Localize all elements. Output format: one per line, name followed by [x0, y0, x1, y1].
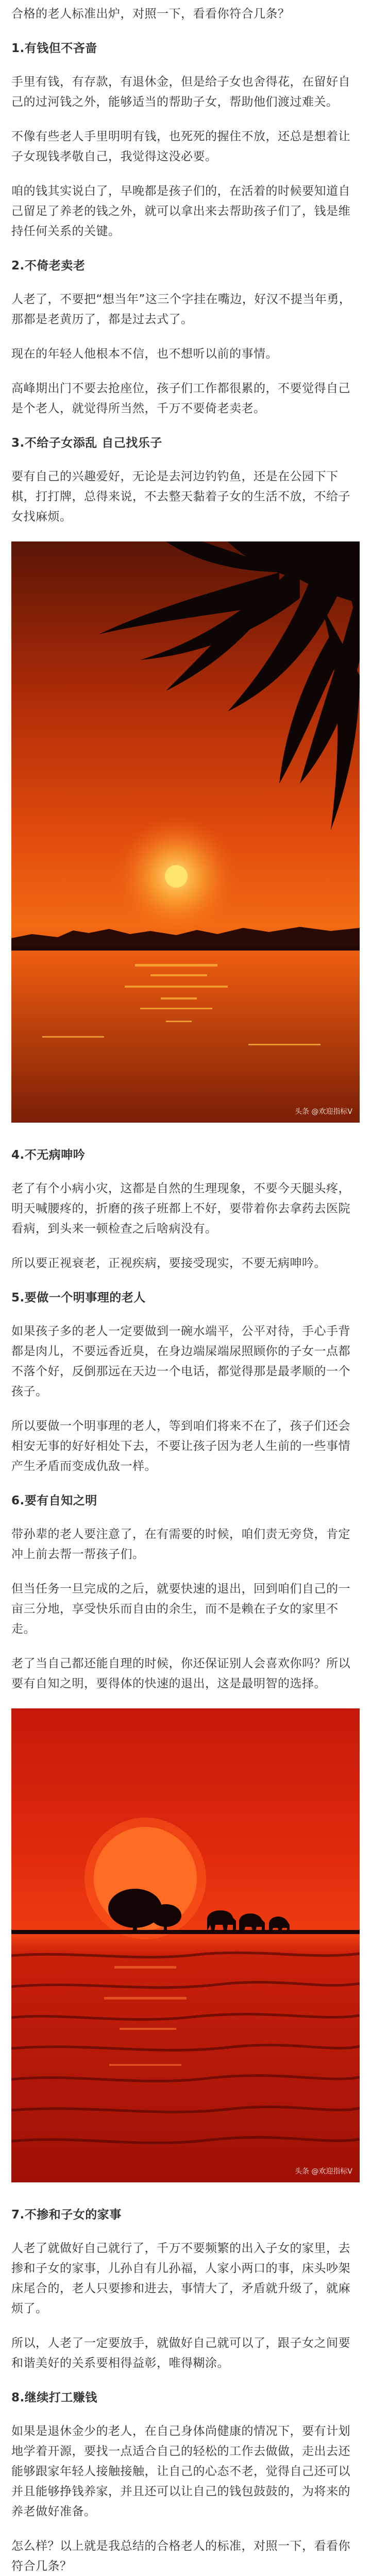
section-heading-5: 5.要做一个明事理的老人: [11, 1291, 146, 1304]
section-heading-7: 7.不掺和子女的家事: [11, 2208, 122, 2222]
section-heading-1: 1.有钱但不吝啬: [11, 42, 97, 55]
sunset-palm-photo: [11, 541, 360, 1123]
section-heading-6: 6.要有自知之明: [11, 1494, 97, 1507]
paragraph: 老了当自己都还能自理的时候，你还保证别人会喜欢你吗？所以要有自知之明，要得体的快速的退出，这是最明智的选择。: [11, 1657, 350, 1690]
paragraph: 所以，人老了一定要放手，就做好自己就可以了，跟子女之间要和谐美好的关系要相得益彰，唯得糊涂。: [11, 2336, 350, 2370]
paragraph: 现在的年轻人他根本不信，也不想听以前的事情。: [11, 347, 278, 361]
article-body: [0, 0, 371, 527]
paragraph: 如果是退休金少的老人，在自己身体尚健康的情况下，要有计划地学着开源，要找一点适合自己的轻松的工作去做做，走出去还能够跟家年轻人接触接触，让自己的心态不老，觉得自己还可以并且能够挣钱养家，并且还可以让自己的钱包鼓鼓的，为将来的养老做好准备。: [11, 2425, 350, 2518]
article-body-3: [0, 2205, 371, 2576]
paragraph: 咱的钱其实说白了，早晚都是孩子们的，在活着的时候要知道自己留足了养老的钱之外，就可以拿出来去帮助孩子们了，钱是维持任何关系的关键。: [11, 184, 350, 238]
section-heading-8: 8.继续打工赚钱: [11, 2391, 97, 2404]
paragraph: 带孙辈的老人要注意了，在有需要的时候，咱们责无旁贷，肯定冲上前去帮一帮孩子们。: [11, 1528, 350, 1561]
paragraph: 老了有个小病小灾，这都是自然的生理现象，不要今天腿头疼，明天喊腰疼的，折磨的孩子班都上不好，要带着你去拿药去医院看病，到头来一顿检查之后啥病没有。: [11, 1182, 350, 1235]
image-watermark: 头条 @欢迎指标V: [294, 1108, 352, 1116]
paragraph: 高峰期出门不要去抢座位，孩子们工作都很累的，不要觉得自己是个老人，就觉得所当然，千万不要倚老卖老。: [11, 382, 350, 415]
section-heading-3: 3.不给子女添乱 自己找乐子: [11, 436, 162, 450]
section-heading-2: 2.不倚老卖老: [11, 259, 86, 273]
paragraph: 所以要正视衰老，正视疾病，要接受现实，不要无病呻吟。: [11, 1257, 326, 1270]
section-heading-4: 4.不无病呻吟: [11, 1148, 86, 1162]
sunset-elephants-photo: [11, 1708, 360, 2182]
sunset-elephants-illustration: [11, 1708, 360, 2182]
paragraph: 不像有些老人手里明明有钱，也死死的握住不放，还总是想着让子女现钱孝敬自己，我觉得这没必要。: [11, 130, 350, 163]
sunset-palm-illustration: [11, 541, 360, 1123]
paragraph: 手里有钱，有存款，有退休金，但是给子女也舍得花，在留好自己的过河钱之外，能够适当的帮助子女，帮助他们渡过难关。: [11, 75, 350, 109]
paragraph: 但当任务一旦完成的之后，就要快速的退出，回到咱们自己的一亩三分地，享受快乐而自由的余生，而不是赖在子女的家里不走。: [11, 1582, 350, 1636]
paragraph: 要有自己的兴趣爱好，无论是去河边钓钓鱼，还是在公园下下棋，打打牌，总得来说，不去整天黏着子女的生活不放，不给子女找麻烦。: [11, 470, 350, 523]
sun-icon: [165, 865, 188, 888]
paragraph: 人老了就做好自己就行了，千万不要频繁的出入子女的家里，去掺和子女的家事，儿孙自有儿孙福，人家小两口的事，床头吵架床尾合的，老人只要掺和进去，事情大了，矛盾就升级了，就麻烦了。: [11, 2242, 350, 2315]
paragraph: 人老了，不要把“想当年”这三个字挂在嘴边，好汉不提当年勇，那都是老黄历了，都是过去式了。: [11, 293, 351, 326]
intro-paragraph: 合格的老人标准出炉，对照一下，看看你符合几条？: [11, 7, 290, 21]
closing-paragraph: 怎么样？以上就是我总结的合格老人的标准，对照一下，看看你符合几条？: [11, 2539, 350, 2573]
image-watermark: 头条 @欢迎指标V: [294, 2167, 352, 2176]
paragraph: 如果孩子多的老人一定要做到一碗水端平，公平对待，手心手背都是肉儿，不要远香近臭，在身边端屎端尿照顾你的子女一点都不落个好，反倒那远在天边一个电话，都觉得那是最孝顺的一个孩子。: [11, 1325, 350, 1398]
paragraph: 所以要做一个明事理的老人，等到咱们将来不在了，孩子们还会相安无事的好好相处下去，不要让孩子因为老人生前的一些事情产生矛盾而变成仇敌一样。: [11, 1419, 350, 1473]
article-body-2: [0, 1145, 371, 1694]
